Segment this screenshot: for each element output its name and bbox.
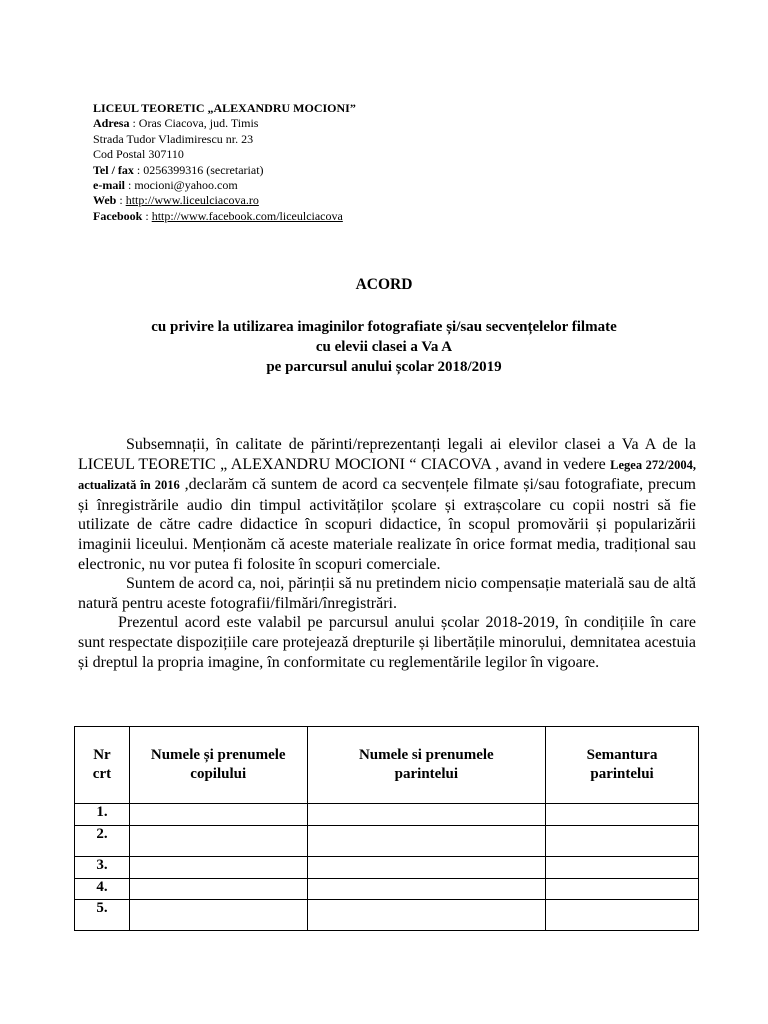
email-line: e-mail : mocioni@yahoo.com xyxy=(93,178,238,193)
subtitle-line-3: pe parcursul anului școlar 2018/2019 xyxy=(266,359,502,375)
header-child-name: Numele și prenumele copilului xyxy=(129,727,307,804)
tel-line: Tel / fax : 0256399316 (secretariat) xyxy=(93,162,264,177)
table-row xyxy=(75,804,699,826)
row-number: 5. xyxy=(75,900,130,931)
parent-name-cell[interactable] xyxy=(307,804,546,826)
school-header xyxy=(93,101,356,224)
table-row xyxy=(75,879,699,900)
facebook-line: Facebook : http://www.facebook.com/liceulciacova xyxy=(93,208,343,223)
table-row xyxy=(75,900,699,931)
web-line: Web : http://www.liceulciacova.ro xyxy=(93,193,259,208)
facebook-link[interactable]: http://www.facebook.com/liceulciacova xyxy=(151,208,343,223)
street-line: Strada Tudor Vladimirescu nr. 23 xyxy=(93,131,254,146)
parent-name-cell[interactable] xyxy=(307,826,546,857)
header-nr-crt: Nr crt xyxy=(75,727,130,804)
signature-cell[interactable] xyxy=(546,900,699,931)
header-parent-signature: Semantura parintelui xyxy=(546,727,699,804)
table-header-row xyxy=(75,727,699,804)
document-title: ACORD xyxy=(355,276,413,293)
law-reference: Legea 272/2004, actualizată în 2016 xyxy=(78,457,696,493)
web-link[interactable]: http://www.liceulciacova.ro xyxy=(125,193,259,208)
signature-cell[interactable] xyxy=(546,826,699,857)
signature-cell[interactable] xyxy=(546,857,699,879)
postal-line: Cod Postal 307110 xyxy=(93,147,184,162)
subtitle-line-2: cu elevii clasei a Va A xyxy=(315,339,453,355)
address-line: Adresa : Oras Ciacova, jud. Timis xyxy=(93,116,259,131)
signature-cell[interactable] xyxy=(546,879,699,900)
paragraph-2: Suntem de acord ca, noi, părinții să nu pretindem nicio compensație materială sau de altă natură pentru aceste fotografii/filmări/înregistrări. xyxy=(78,575,696,612)
document-subtitle xyxy=(0,317,768,377)
subtitle-line-1: cu privire la utilizarea imaginilor fotografiate și/sau secvențelelor filmate xyxy=(151,319,617,335)
row-number: 4. xyxy=(75,879,130,900)
signature-cell[interactable] xyxy=(546,804,699,826)
parent-name-cell[interactable] xyxy=(307,900,546,931)
parent-name-cell[interactable] xyxy=(307,879,546,900)
parent-name-cell[interactable] xyxy=(307,857,546,879)
header-parent-name: Numele si prenumele parintelui xyxy=(307,727,546,804)
agreement-body xyxy=(78,435,696,672)
child-name-cell[interactable] xyxy=(129,879,307,900)
child-name-cell[interactable] xyxy=(129,900,307,931)
row-number: 3. xyxy=(75,857,130,879)
school-name: LICEUL TEORETIC „ALEXANDRU MOCIONI” xyxy=(93,101,356,115)
paragraph-3: Prezentul acord este valabil pe parcursul anului școlar 2018-2019, în condițiile în care sunt respectate dispozițiile care protejează drepturile și libertățile minorului, demnitatea acestuia și dreptul la propria imagine, în conformitate cu reglementările legilor în vigoare. xyxy=(78,614,696,671)
row-number: 2. xyxy=(75,826,130,857)
row-number: 1. xyxy=(75,804,130,826)
child-name-cell[interactable] xyxy=(129,826,307,857)
paragraph-1: Subsemnații, în calitate de părinti/reprezentanți legali ai elevilor clasei a Va A de la LICEUL TEORETIC „ ALEXANDRU MOCIONI “ CIACOVA , avand in vedere Legea 272/2004, actualizată în 2016 ,declarăm că suntem de acord ca secvențele filmate și/sau fotografiate, precum și înregistrările audio din timpul activităților școlare și extrașcolare cu copii nostri să fie utilizate de către cadre didactice în scopuri didactice, în scopul promovării și popularizării imaginii liceului. Menționăm că aceste materiale realizate în orice format media, tradițional sau electronic, nu vor putea fi folosite în scopuri comerciale. xyxy=(78,436,696,573)
child-name-cell[interactable] xyxy=(129,857,307,879)
table-row xyxy=(75,857,699,879)
table-row xyxy=(75,826,699,857)
signature-table xyxy=(74,726,699,931)
child-name-cell[interactable] xyxy=(129,804,307,826)
